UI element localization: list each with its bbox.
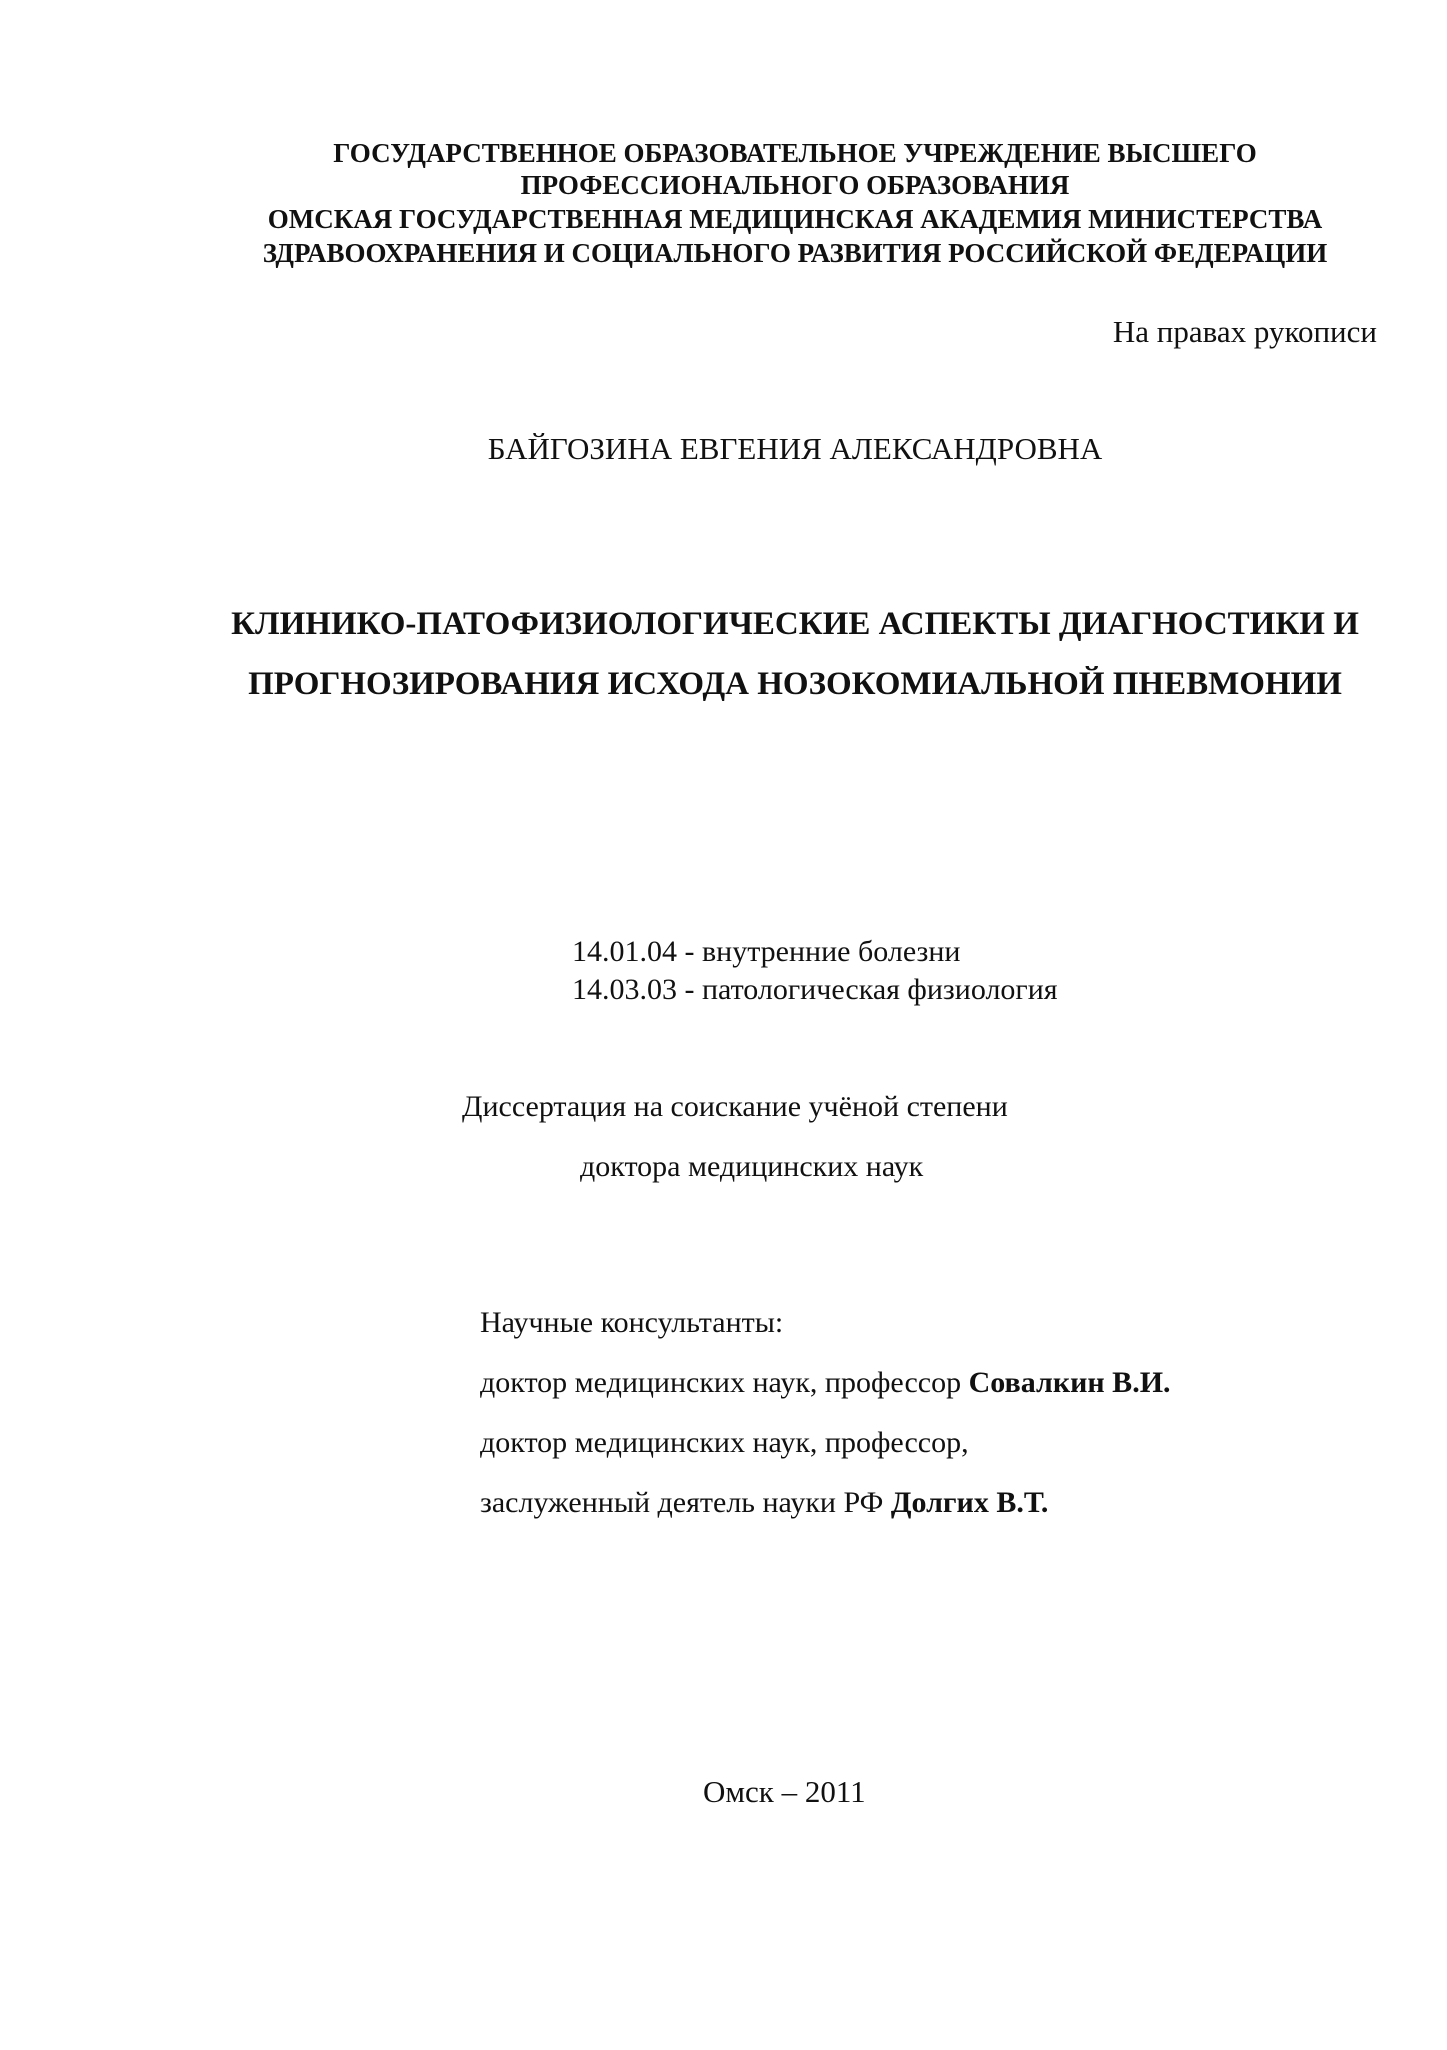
institution-line-3: ОМСКАЯ ГОСУДАРСТВЕННАЯ МЕДИЦИНСКАЯ АКАДЕМИЯ МИНИСТЕРСТВА xyxy=(267,204,1323,234)
city-year: Омск – 2011 xyxy=(703,1774,866,1809)
consultant-2-line-1: доктор медицинских наук, профессор, xyxy=(480,1426,969,1459)
consultant-2-title: заслуженный деятель науки РФ xyxy=(480,1486,891,1519)
institution-line-4: ЗДРАВООХРАНЕНИЯ И СОЦИАЛЬНОГО РАЗВИТИЯ РОССИЙСКОЙ ФЕДЕРАЦИИ xyxy=(262,238,1328,268)
degree-line-2: доктора медицинских наук xyxy=(580,1150,924,1183)
author-name: БАЙГОЗИНА ЕВГЕНИЯ АЛЕКСАНДРОВНА xyxy=(487,431,1103,466)
dissertation-title-line-2: ПРОГНОЗИРОВАНИЯ ИСХОДА НОЗОКОМИАЛЬНОЙ ПНЕВМОНИИ xyxy=(248,666,1342,702)
consultant-1-title: доктор медицинских наук, профессор xyxy=(480,1366,969,1399)
consultant-2-name: Долгих В.Т. xyxy=(890,1486,1049,1519)
consultant-2-line-2 xyxy=(480,1485,1048,1521)
degree-line-1: Диссертация на соискание учёной степени xyxy=(462,1090,1008,1123)
manuscript-note: На правах рукописи xyxy=(1112,314,1377,349)
consultant-1-name: Совалкин В.И. xyxy=(968,1366,1171,1399)
specialty-2: 14.03.03 - патологическая физиология xyxy=(572,973,1058,1006)
dissertation-title-line-1: КЛИНИКО-ПАТОФИЗИОЛОГИЧЕСКИЕ АСПЕКТЫ ДИАГНОСТИКИ И xyxy=(231,606,1359,642)
institution-line-2: ПРОФЕССИОНАЛЬНОГО ОБРАЗОВАНИЯ xyxy=(520,170,1070,200)
institution-line-1: ГОСУДАРСТВЕННОЕ ОБРАЗОВАТЕЛЬНОЕ УЧРЕЖДЕНИЕ ВЫСШЕГО xyxy=(333,138,1257,168)
consultant-1 xyxy=(480,1365,1171,1401)
consultants-heading: Научные консультанты: xyxy=(480,1306,784,1339)
specialty-1: 14.01.04 - внутренние болезни xyxy=(572,935,961,968)
